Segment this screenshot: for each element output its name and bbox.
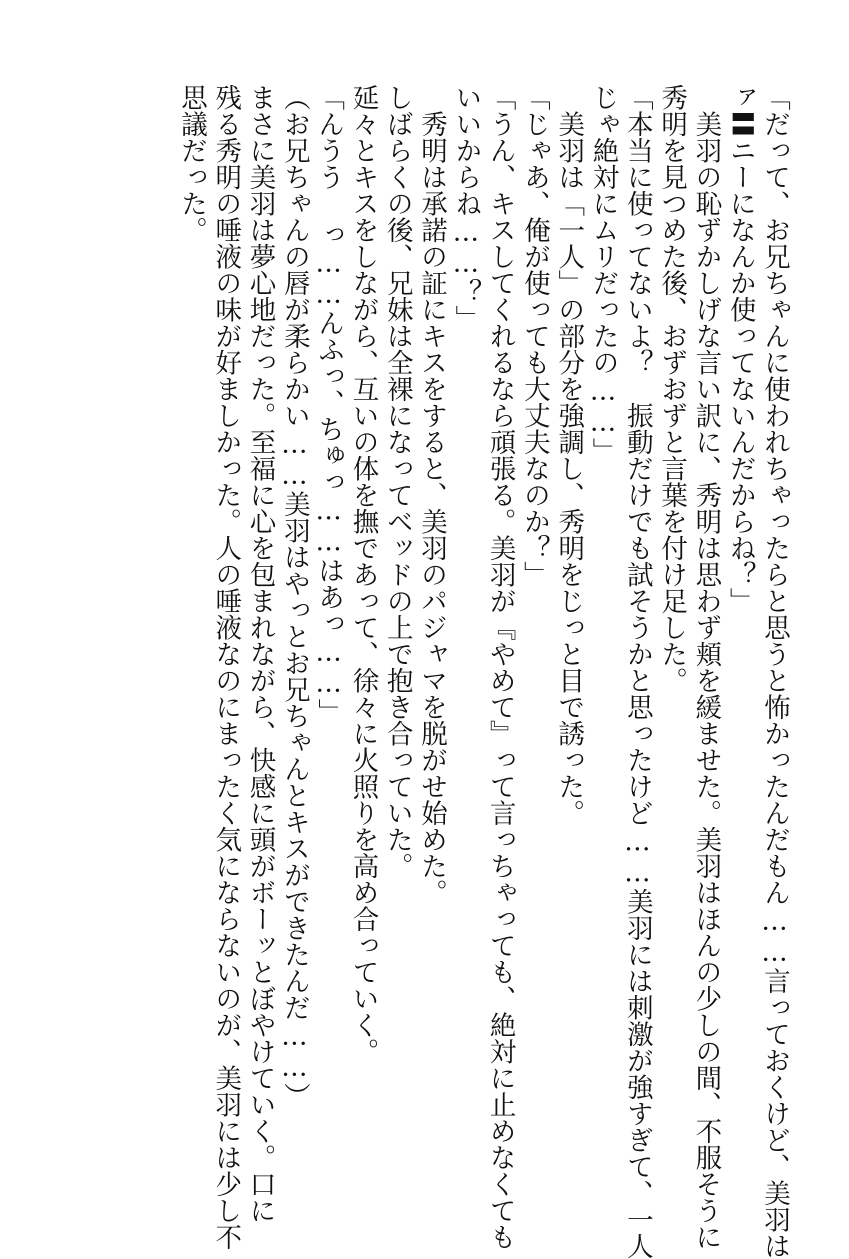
text-line-8: 「じゃあ、俺が使っても大丈夫なのか？」 — [518, 84, 550, 588]
text-line-13: 延々とキスをしながら、互いの体を撫であって、徐々に火照りを高め合っていく。 — [347, 84, 379, 1065]
text-line-10: いいからね……？」 — [450, 84, 482, 332]
text-line-18: 思議だった。 — [175, 84, 207, 243]
text-line-3: 美羽の恥ずかしげな言い訳に、秀明は思わず頬を緩ませた。美羽はほんの少しの間、不服そうに — [690, 84, 722, 1250]
text-line-15: （お兄ちゃんの唇が柔らかい……美羽はやっとお兄ちゃんとキスができたんだ……） — [278, 84, 310, 1109]
text-line-7: 美羽は「一人」の部分を強調し、秀明をじっと目で誘った。 — [553, 84, 585, 826]
text-line-14: 「んうう っ……んふっ、ちゅっ……はあっ……」 — [313, 84, 345, 725]
vertical-text-body — [174, 84, 791, 1259]
text-line-4: 秀明を見つめた後、おずおずと言葉を付け足した。 — [656, 84, 688, 694]
text-line-2: ァ〓ニーになんか使ってないんだからね？」 — [724, 84, 756, 614]
text-line-6: じゃ絶対にムリだったの……」 — [587, 84, 619, 464]
text-line-9: 「うん、キスしてくれるなら頑張る。美羽が『やめて』って言っちゃっても、絶対に止めなくても — [484, 84, 516, 1250]
text-line-12: しばらくの後、兄妹は全裸になってベッドの上で抱き合っていた。 — [381, 84, 413, 879]
text-line-11: 秀明は承諾の証にキスをすると、美羽のパジャマを脱がせ始めた。 — [416, 84, 448, 906]
text-line-1: 「だって、お兄ちゃんに使われちゃったらと思うと怖かったんだもん……言っておくけど、美羽は — [759, 84, 790, 1259]
text-line-17: 残る秀明の唾液の味が好ましかった。人の唾液なのにまったく気にならないのが、美羽には少し不 — [210, 84, 242, 1250]
text-line-16: まさに美羽は夢心地だった。至福に心を包まれながら、快感に頭がボーッとぼやけていく。口に — [244, 84, 276, 1224]
text-line-5: 「本当に使ってないよ？ 振動だけでも試そうかと思ったけど……美羽には刺激が強すぎて、一人 — [621, 84, 653, 1259]
